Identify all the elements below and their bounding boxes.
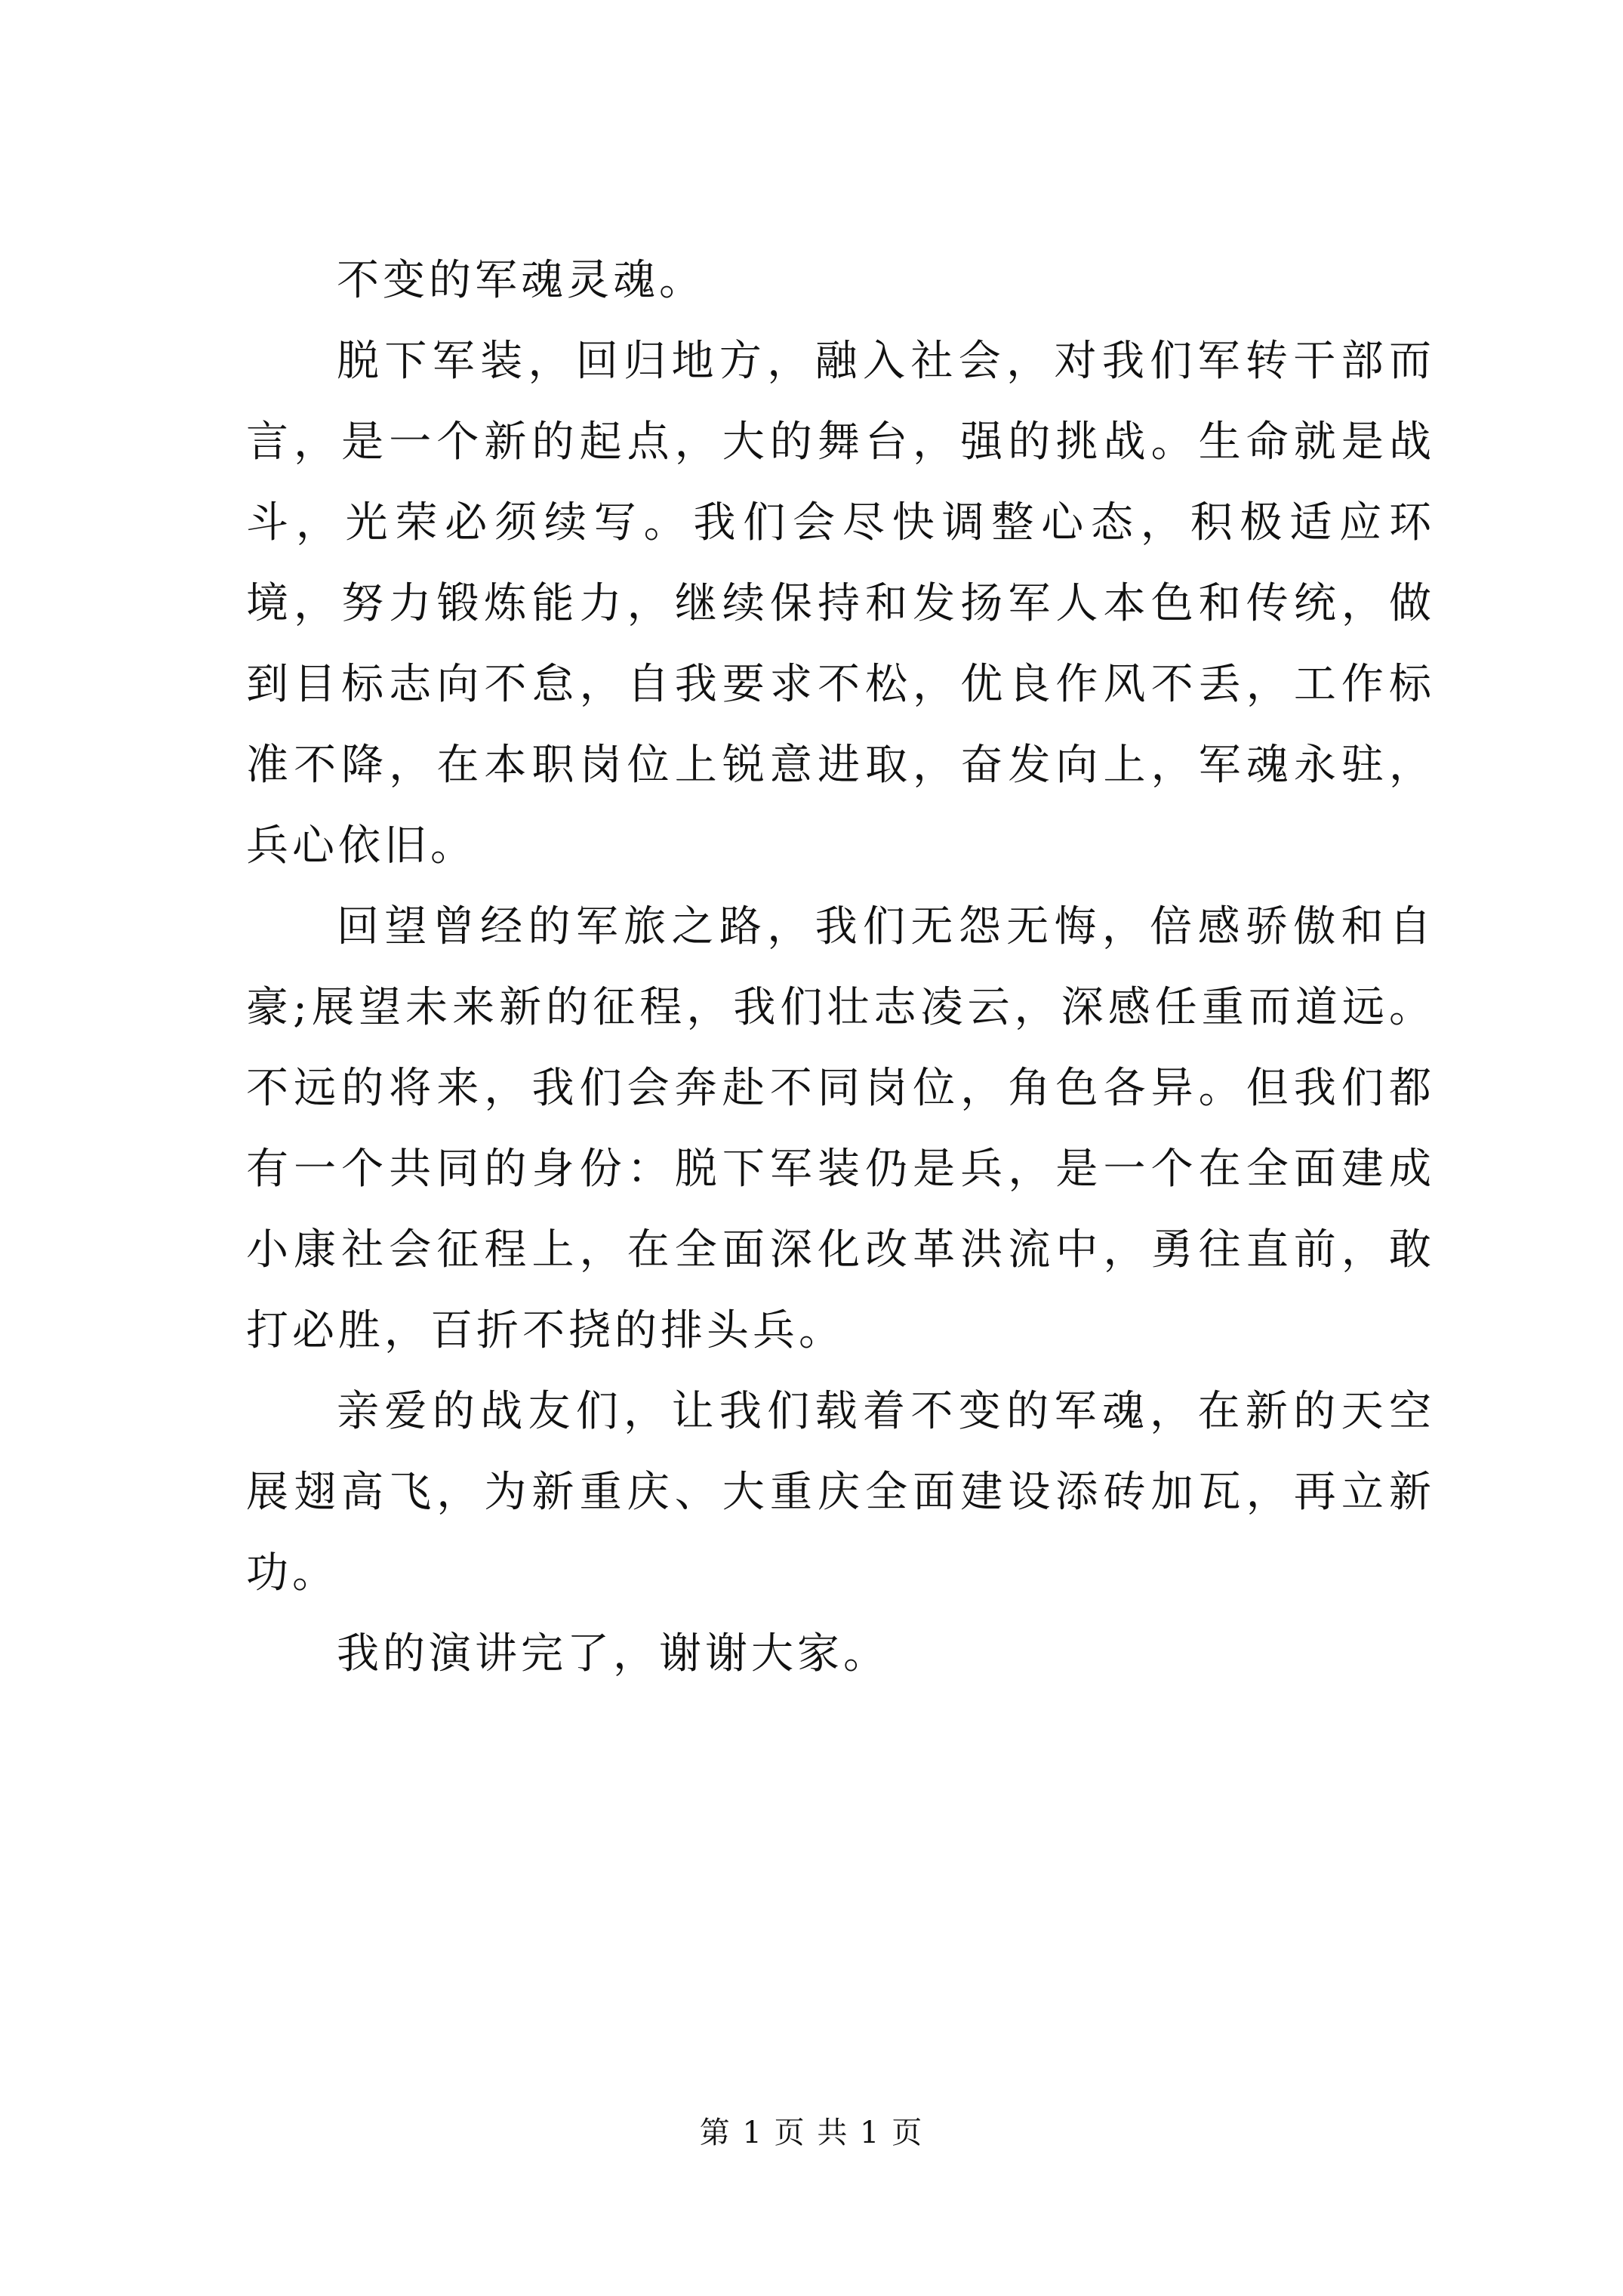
paragraph-2: 脱下军装，回归地方，融入社会，对我们军转干部而言，是一个新的起点，大的舞台，强的挑战。生命就是战斗，光荣必须续写。我们会尽快调整心态，积极适应环境，努力锻炼能力，继续保持和发扬军人本色和传统，做到目标志向不怠，自我要求不松，优良作风不丢，工作标准不降，在本职岗位上锐意进取，奋发向上，军魂永驻，兵心依旧。 — [246, 337, 1435, 871]
paragraph-1: 不变的军魂灵魂。 — [337, 256, 705, 305]
page-footer: 第 1 页 共 1 页 — [699, 2116, 924, 2150]
document-body — [246, 240, 1435, 1694]
paragraph-3: 回望曾经的军旅之路，我们无怨无悔，倍感骄傲和自豪;展望未来新的征程，我们壮志凌云，深感任重而道远。不远的将来，我们会奔赴不同岗位，角色各异。但我们都有一个共同的身份：脱下军装仍是兵，是一个在全面建成小康社会征程上，在全面深化改革洪流中，勇往直前，敢打必胜，百折不挠的排头兵。 — [246, 902, 1435, 1355]
paragraph-5: 我的演讲完了，谢谢大家。 — [337, 1629, 889, 1678]
paragraph-4: 亲爱的战友们，让我们载着不变的军魂，在新的天空展翅高飞，为新重庆、大重庆全面建设添砖加瓦，再立新功。 — [246, 1387, 1435, 1598]
